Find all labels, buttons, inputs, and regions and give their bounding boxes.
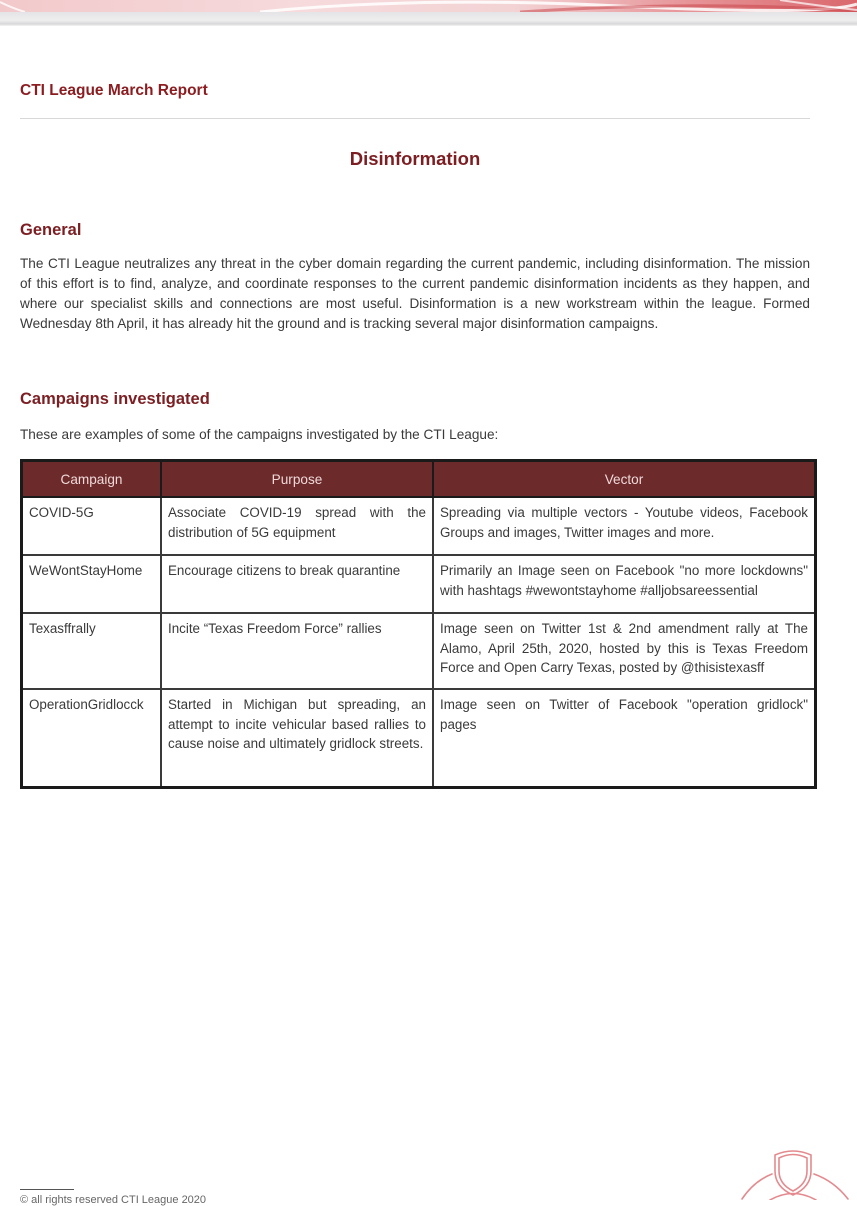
- header-divider: [20, 118, 810, 119]
- footnote-divider: [20, 1189, 74, 1190]
- page-title: Disinformation: [349, 148, 481, 169]
- campaign-cell: WeWontStayHome: [22, 555, 162, 613]
- vector-cell: Spreading via multiple vectors - Youtube videos, Facebook Groups and images, Twitter images and more.: [433, 497, 816, 555]
- vector-cell: Primarily an Image seen on Facebook "no more lockdowns" with hashtags #wewontstayhome #alljobsareessential: [433, 555, 816, 613]
- section-heading-general: General: [20, 221, 82, 239]
- campaigns-intro: These are examples of some of the campaigns investigated by the CTI League:: [20, 427, 499, 442]
- campaign-cell: Texasffrally: [22, 613, 162, 689]
- table-row: [22, 497, 816, 555]
- purpose-cell: Encourage citizens to break quarantine: [161, 555, 433, 613]
- campaign-cell: COVID-5G: [22, 497, 162, 555]
- section-heading-campaigns: Campaigns investigated: [20, 390, 210, 408]
- purpose-cell: Started in Michigan but spreading, an attempt to incite vehicular based rallies to cause noise and ultimately gridlock streets.: [161, 689, 433, 788]
- column-header-campaign: Campaign: [22, 461, 162, 498]
- banner-swoosh-decoration: [0, 0, 857, 12]
- report-title: CTI League March Report: [20, 82, 208, 99]
- general-paragraph: The CTI League neutralizes any threat in the cyber domain regarding the current pandemic, including disinformation. The mission of this effort is to find, analyze, and coordinate responses to the current pandemic disinformation incidents as they happen, and where our specialist skills and connections are most useful. Disinformation is a new workstream within the league. Formed Wednesday 8th April, it has already hit the ground and is tracking several major disinformation campaigns.: [20, 256, 810, 331]
- vector-cell: Image seen on Twitter 1st & 2nd amendment rally at The Alamo, April 25th, 2020, hosted by this is Texas Freedom Force and Open Carry Texas, posted by @thisistexasff: [433, 613, 816, 689]
- banner-shadow: [0, 12, 857, 26]
- column-header-purpose: Purpose: [161, 461, 433, 498]
- purpose-cell: Incite “Texas Freedom Force” rallies: [161, 613, 433, 689]
- table-header-row: [22, 461, 816, 498]
- top-banner: [0, 0, 857, 12]
- campaign-cell: OperationGridlocck: [22, 689, 162, 788]
- column-header-vector: Vector: [433, 461, 816, 498]
- table-row: [22, 613, 816, 689]
- purpose-cell: Associate COVID-19 spread with the distribution of 5G equipment: [161, 497, 433, 555]
- table-row: [22, 555, 816, 613]
- campaigns-table: [20, 459, 817, 789]
- cti-league-shield-logo-icon: [730, 1135, 857, 1200]
- footer-copyright: © all rights reserved CTI League 2020: [20, 1194, 207, 1206]
- vector-cell: Image seen on Twitter of Facebook "operation gridlock" pages: [433, 689, 816, 788]
- table-row: [22, 689, 816, 788]
